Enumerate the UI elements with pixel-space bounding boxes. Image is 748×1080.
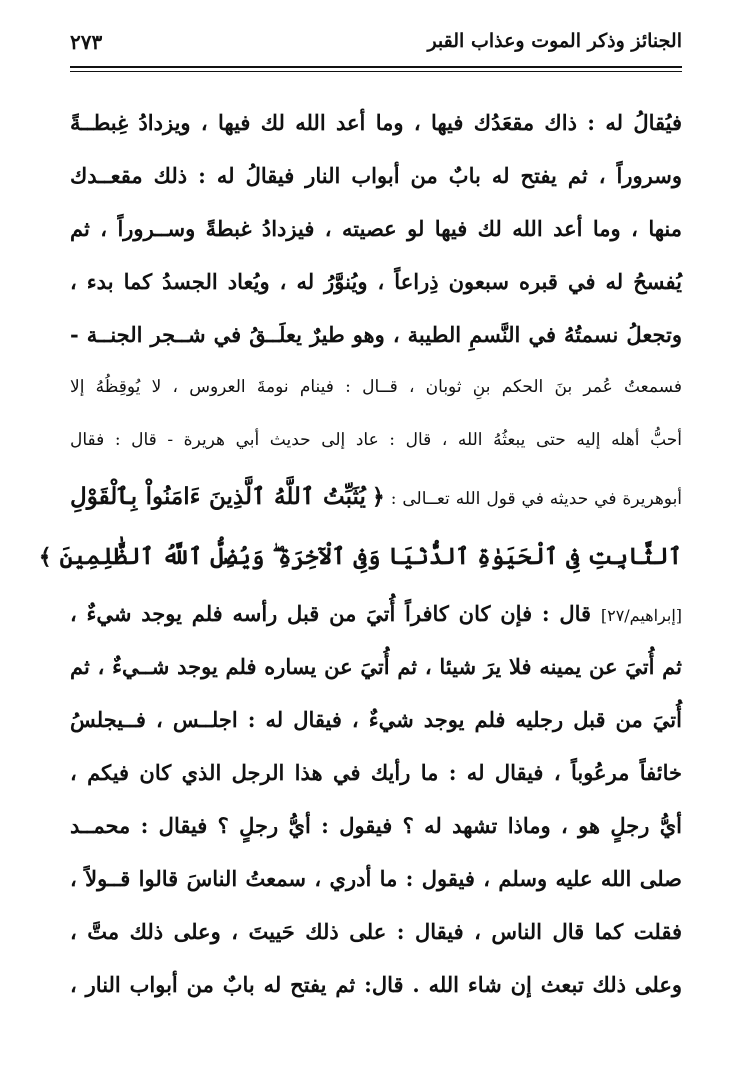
quran-verse-part2: ٱلثَّابِتِ فِى ٱلْحَيَوٰةِ ٱلدُّنْيَا وَفِى ٱلْآخِرَةِ ۖ وَيُضِلُّ ٱللَّهُ ٱلظَّٰلِمِينَ bbox=[59, 543, 682, 570]
quran-verse-part1: يُثَبِّتُ ٱللَّهُ ٱلَّذِينَ ءَامَنُواْ بِٱلْقَوْلِ bbox=[70, 483, 366, 510]
header-rule-thin bbox=[70, 71, 682, 72]
quran-intro-text: أبوهريرة في حديثه في قول الله تعــالى : bbox=[390, 489, 683, 509]
text-line: صلى الله عليه وسلم ، فيقول : ما أدري ، سمعتُ الناسَ قالوا قــولاً ، bbox=[70, 866, 682, 891]
text-line: وتجعلُ نسمتُهُ في النَّسمِ الطيبة ، وهو طيرٌ يعلَــقُ في شــجر الجنــة - bbox=[70, 322, 682, 347]
narration-line: فسمعتُ عُمر بنَ الحكم بنِ ثوبان ، قــال : فينام نومةَ العروس ، لا يُوقِظُهُ إلا bbox=[70, 377, 682, 397]
text-line: فقلت كما قال الناس ، فيقال : على ذلك حَييتَ ، وعلى ذلك متَّ ، bbox=[70, 919, 682, 944]
chapter-title: الجنائز وذكر الموت وعذاب القبر bbox=[427, 30, 682, 52]
page-body bbox=[38, 96, 683, 1011]
page-number: ٢٧٣ bbox=[70, 30, 103, 54]
text-line: ثم أُتيَ عن يمينه فلا يرَ شيئا ، ثم أُتيَ عن يساره فلم يوجد شــيءٌ ، ثم bbox=[70, 654, 682, 679]
quran-bracket-open: ﴿ bbox=[371, 484, 385, 510]
verse-reference: [إبراهيم/٢٧] bbox=[600, 606, 682, 625]
quran-bracket-close: ﴾ bbox=[38, 544, 52, 570]
reference-line-text: قال : فإن كان كافراً أُتيَ من قبل رأسه فلم يوجد شيءٌ ، bbox=[70, 601, 592, 626]
text-line: منها ، وما أعد الله لك فيها لو عصيته ، فيزدادُ غبطةً وســروراً ، ثم bbox=[70, 216, 683, 241]
header-rule-thick bbox=[70, 66, 682, 68]
quran-intro-line bbox=[70, 467, 682, 527]
reference-line bbox=[70, 587, 682, 640]
text-line: يُفسحُ له في قبره سبعون ذِراعاً ، ويُنوَّرُ له ، ويُعاد الجسدُ كما بدء ، bbox=[70, 269, 682, 294]
text-line: أُتيَ من قبل رجليه فلم يوجد شيءٌ ، فيقال له : اجلــس ، فــيجلسُ bbox=[70, 707, 682, 732]
text-line: خائفاً مرعُوباً ، فيقال له : ما رأيك في هذا الرجل الذي كان فيكم ، bbox=[70, 760, 682, 785]
text-line: وسروراً ، ثم يفتح له بابٌ من أبواب النار فيقالُ له : ذلك مقعــدك bbox=[70, 163, 682, 188]
text-line: أيُّ رجلٍ هو ، وماذا تشهد له ؟ فيقول : أيُّ رجلٍ ؟ فيقال : محمــد bbox=[70, 813, 682, 838]
page-header bbox=[70, 24, 682, 64]
narration-line: أحبُّ أهله إليه حتى يبعثُهُ الله ، قال : عاد إلى حديث أبي هريرة - قال : فقال bbox=[70, 430, 682, 450]
quran-verse-line bbox=[38, 527, 682, 587]
text-line: فيُقالُ له : ذاك مقعَدُك فيها ، وما أعد الله لك فيها ، ويزدادُ غِبطــةً bbox=[70, 110, 682, 135]
text-line: وعلى ذلك تبعث إن شاء الله . قال: ثم يفتح له بابٌ من أبواب النار ، bbox=[70, 972, 682, 997]
